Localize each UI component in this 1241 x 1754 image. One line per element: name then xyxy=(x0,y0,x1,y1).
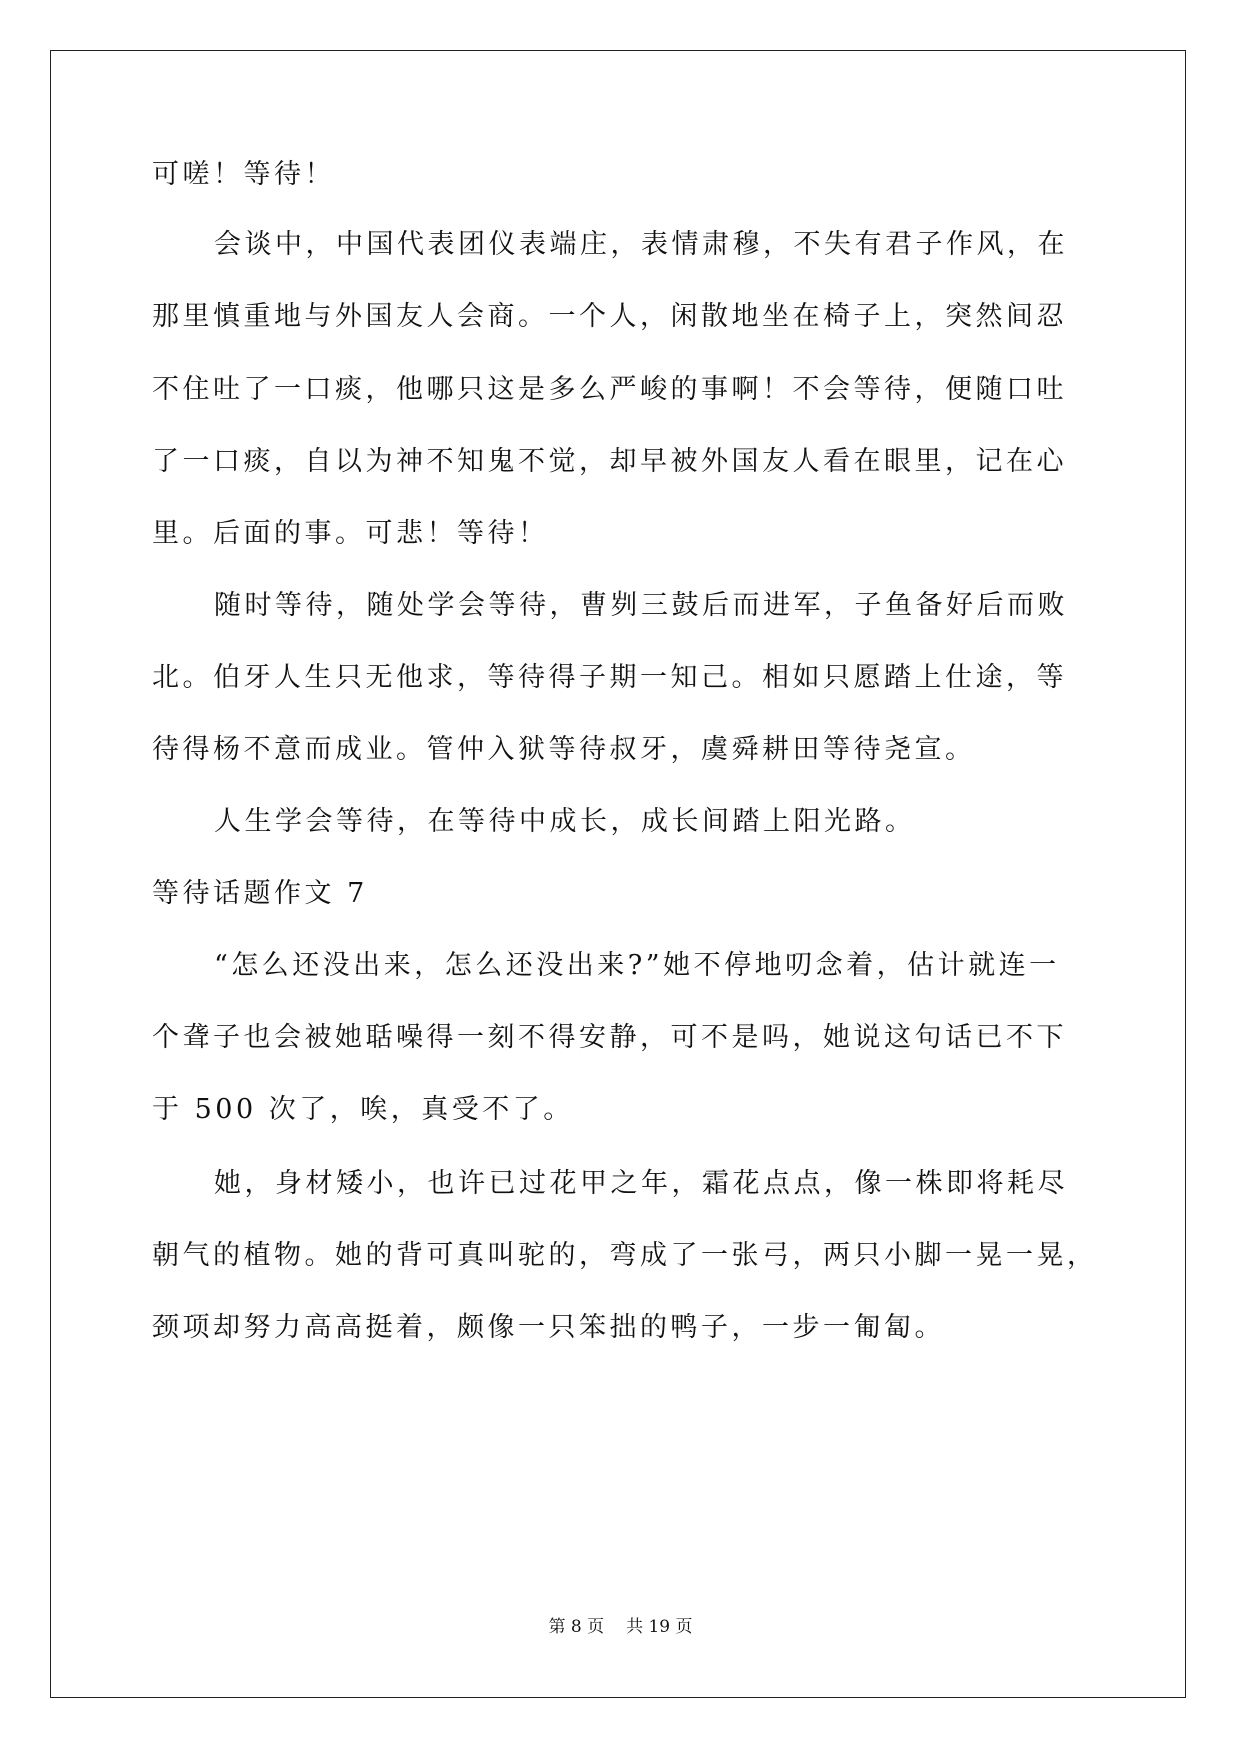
text-line: 了一口痰，自以为神不知鬼不觉，却早被外国友人看在眼里，记在心 xyxy=(152,446,1067,477)
page-footer xyxy=(0,1616,1241,1638)
page-total: 共 19 页 xyxy=(626,1617,693,1637)
text-line: 北。伯牙人生只无他求，等待得子期一知己。相如只愿踏上仕途，等 xyxy=(152,662,1067,693)
text-line: 会谈中，中国代表团仪表端庄，表情肃穆，不失有君子作风，在 xyxy=(214,229,1068,260)
text-line: 个聋子也会被她聒噪得一刻不得安静，可不是吗，她说这句话已不下 xyxy=(152,1022,1067,1053)
text-line: 随时等待，随处学会等待，曹刿三鼓后而进军，子鱼备好后而败 xyxy=(214,590,1068,621)
text-line: 里。后面的事。可悲！等待！ xyxy=(152,518,549,549)
page-number: 第 8 页 xyxy=(548,1617,605,1637)
section-heading: 等待话题作文 7 xyxy=(152,878,368,909)
text-line: 待得杨不意而成业。管仲入狱等待叔牙，虞舜耕田等待尧宣。 xyxy=(152,734,976,765)
text-line: 不住吐了一口痰，他哪只这是多么严峻的事啊！不会等待，便随口吐 xyxy=(152,374,1067,405)
text-line: 于 500 次了，唉，真受不了。 xyxy=(152,1094,574,1125)
text-line: 人生学会等待，在等待中成长，成长间踏上阳光路。 xyxy=(214,806,916,837)
text-line: 那里慎重地与外国友人会商。一个人，闲散地坐在椅子上，突然间忍 xyxy=(152,301,1067,332)
page-border xyxy=(50,50,1186,1698)
text-line: 她，身材矮小，也许已过花甲之年，霜花点点，像一株即将耗尽 xyxy=(214,1168,1068,1199)
text-line: 颈项却努力高高挺着，颇像一只笨拙的鸭子，一步一匍匐。 xyxy=(152,1312,945,1343)
text-line: “怎么还没出来，怎么还没出来?”她不停地叨念着，估计就连一 xyxy=(214,950,1060,981)
text-line: 可嗟！等待！ xyxy=(152,159,335,190)
text-line: 朝气的植物。她的背可真叫驼的，弯成了一张弓，两只小脚一晃一晃， xyxy=(152,1240,1098,1271)
